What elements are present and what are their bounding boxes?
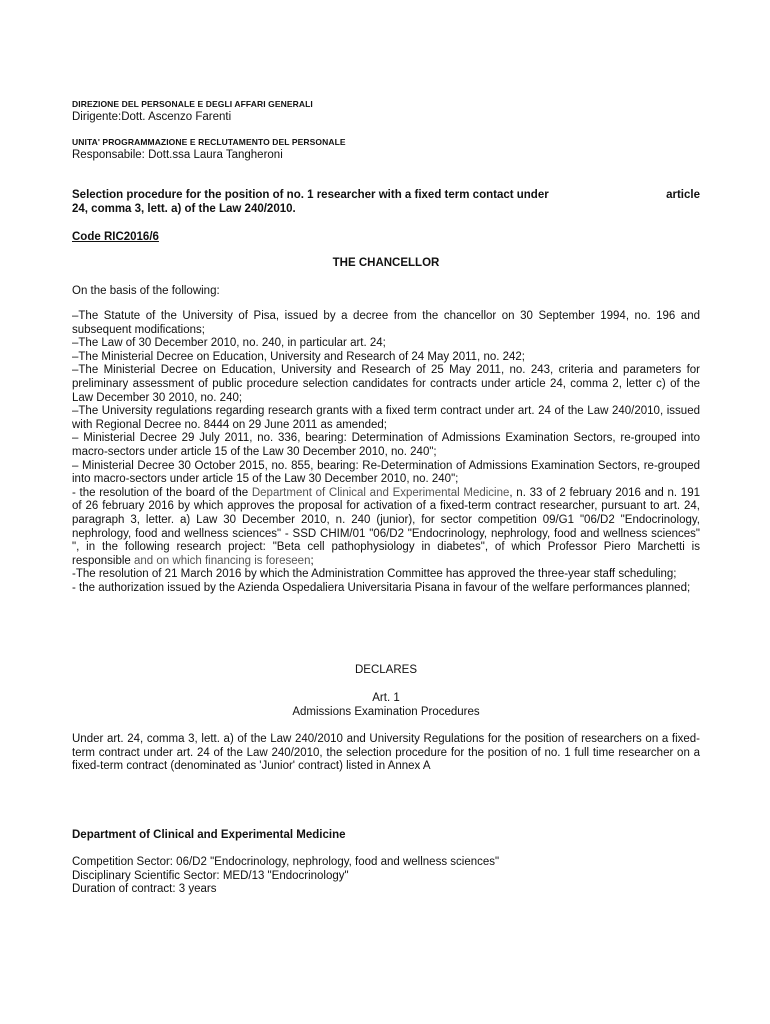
article-heading: [72, 692, 700, 719]
declares-heading: DECLARES: [355, 664, 417, 676]
recital-item: –The Ministerial Decree on Education, University and Research of 25 May 2011, no. 243, criteria and parameters for preliminary assessment of public procedure selection candidates for contracts under article 24, comma 2, letter c) of the Law December 30 2010, no. 240;: [72, 364, 700, 404]
header-department: [72, 99, 700, 124]
article-title: Admissions Examination Procedures: [292, 705, 480, 718]
unit-line: UNITA' PROGRAMMAZIONE E RECLUTAMENTO DEL PERSONALE: [72, 137, 346, 147]
recitals: [72, 310, 700, 595]
title-line-2: 24, comma 3, lett. a) of the Law 240/2010.: [72, 202, 296, 215]
article-text: Under art. 24, comma 3, lett. a) of the Law 240/2010 and University Regulations for the position of researchers on a fixed-term contract under art. 24 of the Law 240/2010, the selection procedure for the position of no. 1 full time researcher on a fixed-term contract (denominated as 'Junior' contract) listed in Annex A: [72, 733, 700, 773]
code-line: [72, 231, 700, 245]
recital-item: –The Law of 30 December 2010, no. 240, in particular art. 24;: [72, 337, 386, 350]
department-name: Department of Clinical and Experimental Medicine: [72, 829, 346, 841]
recital-item: – Ministerial Decree 29 July 2011, no. 336, bearing: Determination of Admissions Examination Sectors, re-grouped into macro-sectors under article 15 of the Law 30 December 2010, no. 240";: [72, 432, 700, 458]
recital-item: –The Statute of the University of Pisa, issued by a decree from the chancellor on 30 September 1994, no. 196 and subsequent modifications;: [72, 310, 700, 336]
article-number: Art. 1: [372, 692, 400, 704]
recital-item: -The resolution of 21 March 2016 by which the Administration Committee has approved the three-year staff scheduling;: [72, 568, 677, 581]
recital-item: - the authorization issued by the Azienda Ospedaliera Universitaria Pisana in favour of the welfare performances planned;: [72, 581, 691, 594]
contract-duration: Duration of contract: 3 years: [72, 883, 217, 896]
disciplinary-sector: Disciplinary Scientific Sector: MED/13 "Endocrinology": [72, 869, 349, 882]
procedure-code: Code RIC2016/6: [72, 231, 159, 243]
resolution-end: ;: [310, 554, 314, 567]
department-details: [72, 856, 700, 897]
recital-item: –The University regulations regarding research grants with a fixed term contract under art. 24 of the Law 240/2010, issued with Regional Decree no. 8444 on 29 June 2011 as amended;: [72, 405, 700, 431]
recital-item: –The Ministerial Decree on Education, University and Research of 24 May 2011, no. 242;: [72, 350, 526, 363]
resolution-financing: and on which financing is foreseen: [134, 554, 311, 567]
document-title: [72, 189, 700, 216]
chancellor-heading: THE CHANCELLOR: [332, 257, 440, 269]
title-line-1-end: article: [666, 189, 700, 201]
title-line-1: Selection procedure for the position of no. 1 researcher with a fixed term contact under: [72, 189, 549, 201]
resolution-text: , n. 33 of 2 february 2016 and n. 191 of 26 february 2016 by which approves the proposal for activation of a fixed-term contract researcher, pursuant to art. 24, paragraph 3, letter. a) Law 30 December 2010, n. 240 (junior), for sector competition 09/G1 "06/D2 "Endocrinology, nephrology, food and wellness sciences" - SSD CHIM/01 "06/D2 "Endocrinology, nephrology, food and wellness sciences" ", in the following research project: "Beta cell pathophysiology in diabetes", of which Professor Piero Marchetti is responsible: [72, 486, 700, 567]
resolution-prefix: - the resolution of the board of the: [72, 486, 252, 499]
department-line: DIREZIONE DEL PERSONALE E DEGLI AFFARI GENERALI: [72, 99, 313, 109]
resolution-department: Department of Clinical and Experimental Medicine: [251, 486, 510, 499]
recital-item: – Ministerial Decree 30 October 2015, no. 855, bearing: Re-Determination of Admissions Examination Sectors, re-grouped into macro-sectors under article 15 of the Law 30 December 2010, no. 240";: [72, 459, 700, 486]
header-unit: [72, 137, 700, 162]
resolution-item: [72, 487, 700, 569]
department-head: Dirigente:Dott. Ascenzo Farenti: [72, 111, 232, 123]
intro-text: On the basis of the following:: [72, 285, 220, 297]
competition-sector: Competition Sector: 06/D2 "Endocrinology, nephrology, food and wellness sciences": [72, 856, 500, 868]
unit-head: Responsabile: Dott.ssa Laura Tangheroni: [72, 149, 283, 161]
